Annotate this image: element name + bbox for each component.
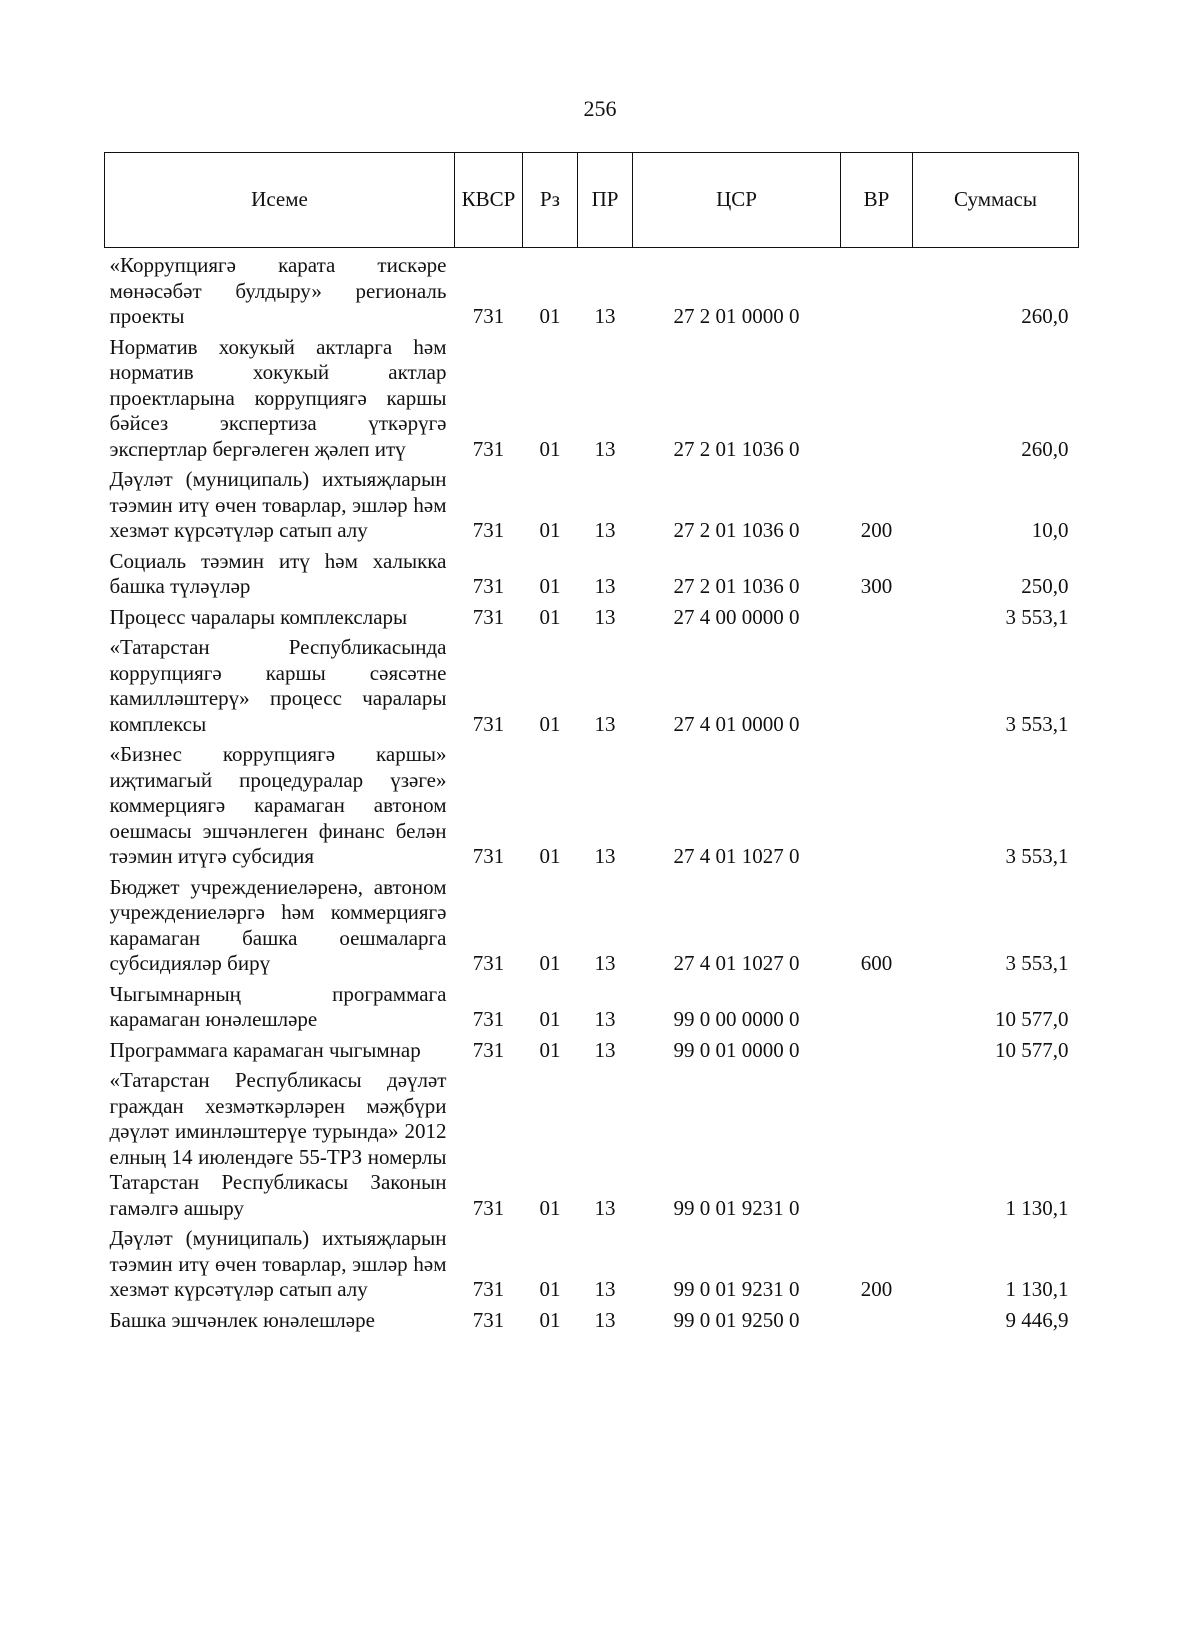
cell-vr — [841, 330, 913, 463]
table-row — [105, 248, 1079, 330]
table-row — [105, 737, 1079, 870]
cell-kvsr: 731 — [472, 711, 505, 736]
cell-rz: 01 — [539, 844, 561, 868]
cell-csr: 99 0 01 9250 0 — [673, 1307, 800, 1332]
cell-rz: 01 — [539, 604, 561, 629]
table-row — [105, 1303, 1079, 1334]
cell-kvsr: 731 — [472, 436, 505, 461]
cell-rz: 01 — [539, 711, 561, 736]
table-row — [105, 977, 1079, 1033]
cell-name: Программага карамаган чыгымнар — [109, 1037, 421, 1062]
cell-kvsr: 731 — [472, 951, 505, 975]
cell-vr — [841, 600, 913, 631]
cell-kvsr: 731 — [472, 1195, 505, 1220]
cell-name: Дәүләт (муниципаль) ихтыяҗларын тәэмин итү өчен товарлар, эшләр һәм хезмәт күрсәтүләр сатып алу — [109, 467, 447, 542]
cell-csr: 27 2 01 1036 0 — [673, 518, 800, 542]
cell-pr: 13 — [594, 436, 616, 461]
cell-sum: 9 446,9 — [1005, 1307, 1069, 1332]
budget-table — [104, 152, 1079, 1333]
cell-name: «Татарстан Республикасы дәүләт граждан хезмәткәрләрен мәҗбүри дәүләт иминләштерүе турында» 2012 елның 14 июлендәге 55-ТРЗ номерлы Татарстан Республикасы Законын гамәлгә ашыру — [109, 1068, 447, 1220]
cell-rz: 01 — [539, 1007, 561, 1031]
cell-pr: 13 — [594, 1277, 616, 1301]
table-row — [105, 870, 1079, 977]
cell-rz: 01 — [539, 1307, 561, 1332]
header-rz: Рз — [523, 153, 578, 248]
cell-vr — [841, 248, 913, 330]
cell-name: Чыгымнарның программага карамаган юнәлешләре — [109, 981, 447, 1031]
cell-sum: 1 130,1 — [1005, 1195, 1069, 1220]
cell-pr: 13 — [594, 304, 616, 328]
cell-csr: 27 2 01 0000 0 — [673, 304, 800, 328]
table-row — [105, 462, 1079, 544]
cell-vr: 200 — [860, 1277, 893, 1301]
cell-pr: 13 — [594, 1307, 616, 1332]
cell-kvsr: 731 — [472, 1007, 505, 1031]
cell-rz: 01 — [539, 574, 561, 598]
cell-vr — [841, 630, 913, 737]
page-number: 256 — [583, 96, 617, 121]
cell-kvsr: 731 — [472, 844, 505, 868]
cell-kvsr: 731 — [472, 1307, 505, 1332]
cell-pr: 13 — [594, 844, 616, 868]
cell-sum: 10 577,0 — [995, 1007, 1069, 1031]
cell-pr: 13 — [594, 951, 616, 975]
cell-pr: 13 — [594, 604, 616, 629]
cell-vr — [841, 1303, 913, 1334]
header-name: Исеме — [105, 153, 455, 248]
cell-name: Норматив хокукый актларга һәм норматив хокукый актлар проектларына коррупциягә каршы бәйсез экспертиза үткәрүгә экспертлар бергәлеген җәлеп итү — [109, 334, 447, 461]
table-row — [105, 630, 1079, 737]
cell-sum: 3 553,1 — [1005, 844, 1069, 868]
cell-name: «Бизнес коррупциягә каршы» иҗтимагый процедуралар үзәге» коммерциягә карамаган автоном оешмасы эшчәнлеген финанс белән тәэмин итүгә субсидия — [109, 742, 447, 868]
cell-vr — [841, 1033, 913, 1064]
cell-rz: 01 — [539, 518, 561, 542]
cell-vr — [841, 1063, 913, 1221]
table-row — [105, 544, 1079, 600]
cell-kvsr: 731 — [472, 1037, 505, 1062]
cell-csr: 27 4 01 1027 0 — [673, 951, 800, 975]
cell-name: Социаль тәэмин итү һәм халыкка башка түләүләр — [109, 548, 447, 598]
cell-sum: 3 553,1 — [1005, 711, 1069, 736]
cell-kvsr: 731 — [472, 1277, 505, 1301]
cell-vr: 300 — [860, 574, 893, 598]
cell-sum: 1 130,1 — [1005, 1277, 1069, 1301]
cell-csr: 27 4 01 0000 0 — [673, 711, 800, 736]
header-pr: ПР — [578, 153, 633, 248]
cell-csr: 27 2 01 1036 0 — [673, 574, 800, 598]
cell-pr: 13 — [594, 574, 616, 598]
cell-sum: 3 553,1 — [1005, 951, 1069, 975]
cell-name: Бюджет учреждениеләренә, автоном учреждениеләргә һәм коммерциягә карамаган башка оешмаларга субсидияләр бирү — [109, 874, 447, 975]
table-row — [105, 1221, 1079, 1303]
cell-csr: 99 0 01 9231 0 — [673, 1277, 800, 1301]
cell-rz: 01 — [539, 436, 561, 461]
cell-csr: 27 2 01 1036 0 — [673, 436, 800, 461]
table-row — [105, 600, 1079, 631]
header-csr: ЦСР — [633, 153, 841, 248]
cell-pr: 13 — [594, 1007, 616, 1031]
cell-kvsr: 731 — [472, 574, 505, 598]
cell-name: «Коррупциягә карата тискәре мөнәсәбәт булдыру» региональ проекты — [109, 253, 447, 328]
cell-vr: 200 — [860, 518, 893, 542]
cell-pr: 13 — [594, 1037, 616, 1062]
cell-sum: 10,0 — [1031, 518, 1069, 542]
table-row — [105, 330, 1079, 463]
cell-sum: 10 577,0 — [995, 1037, 1069, 1062]
cell-sum: 260,0 — [1021, 304, 1069, 328]
cell-rz: 01 — [539, 1037, 561, 1062]
table-body — [105, 248, 1079, 1334]
cell-vr — [841, 737, 913, 870]
cell-rz: 01 — [539, 304, 561, 328]
header-vr: ВР — [841, 153, 913, 248]
cell-csr: 99 0 00 0000 0 — [673, 1007, 800, 1031]
cell-rz: 01 — [539, 951, 561, 975]
cell-name: «Татарстан Республикасында коррупциягә каршы сәясәтне камилләштерү» процесс чаралары комплексы — [109, 635, 447, 736]
cell-vr — [841, 977, 913, 1033]
cell-pr: 13 — [594, 1195, 616, 1220]
table-row — [105, 1033, 1079, 1064]
cell-name: Башка эшчәнлек юнәлешләре — [109, 1307, 375, 1332]
table-row — [105, 1063, 1079, 1221]
cell-kvsr: 731 — [472, 518, 505, 542]
cell-pr: 13 — [594, 711, 616, 736]
cell-name: Дәүләт (муниципаль) ихтыяҗларын тәэмин итү өчен товарлар, эшләр һәм хезмәт күрсәтүләр сатып алу — [109, 1226, 447, 1301]
cell-sum: 3 553,1 — [1005, 604, 1069, 629]
cell-name: Процесс чаралары комплекслары — [109, 604, 408, 629]
header-sum: Суммасы — [913, 153, 1079, 248]
table-header — [105, 153, 1079, 248]
cell-csr: 27 4 01 1027 0 — [673, 844, 800, 868]
header-kvsr: КВСР — [455, 153, 523, 248]
cell-csr: 27 4 00 0000 0 — [673, 604, 800, 629]
cell-kvsr: 731 — [472, 604, 505, 629]
cell-sum: 250,0 — [1021, 574, 1069, 598]
cell-vr: 600 — [860, 951, 893, 975]
cell-kvsr: 731 — [472, 304, 505, 328]
cell-rz: 01 — [539, 1277, 561, 1301]
cell-pr: 13 — [594, 518, 616, 542]
cell-csr: 99 0 01 0000 0 — [673, 1037, 800, 1062]
cell-rz: 01 — [539, 1195, 561, 1220]
cell-csr: 99 0 01 9231 0 — [673, 1195, 800, 1220]
cell-sum: 260,0 — [1021, 436, 1069, 461]
